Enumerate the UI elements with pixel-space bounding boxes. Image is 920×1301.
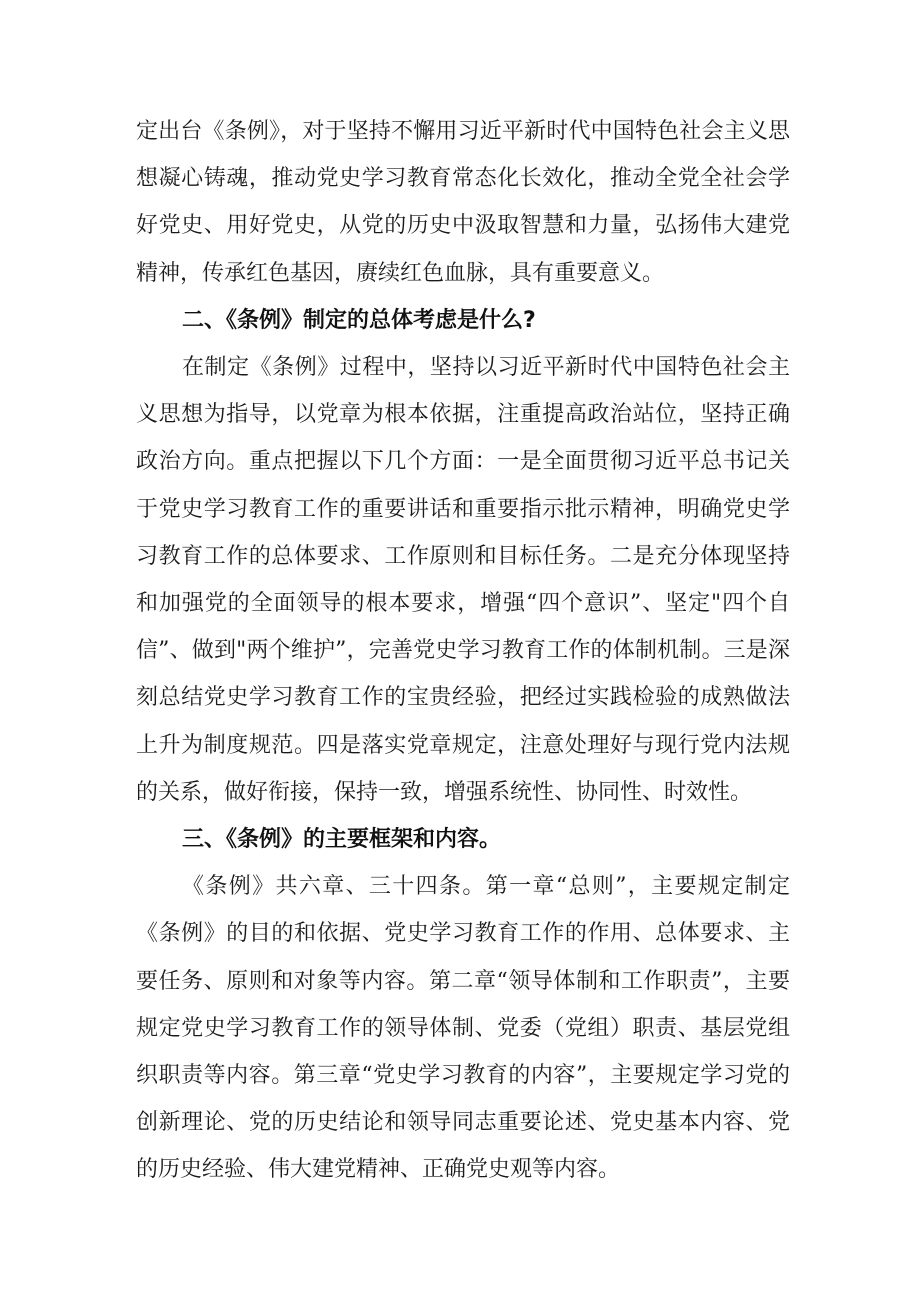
document-page [136,108,790,1194]
section-heading-2: 二、《条例》制定的总体考虑是什么? [182,307,536,333]
section-heading-3: 三、《条例》的主要框架和内容。 [182,827,502,853]
paragraph-section-2: 在制定《条例》过程中，坚持以习近平新时代中国特色社会主义思想为指导，以党章为根本依据，注重提高政治站位，坚持正确政治方向。重点把握以下几个方面：一是全面贯彻习近平总书记关于党史学习教育工作的重要讲话和重要指示批示精神，明确党史学习教育工作的总体要求、工作原则和目标任务。二是充分体现坚持和加强党的全面领导的根本要求，增强“四个意识”、坚定"四个自信”、做到"两个维护”，完善党史学习教育工作的体制机制。三是深刻总结党史学习教育工作的宝贵经验，把经过实践检验的成熟做法上升为制度规范。四是落实党章规定，注意处理好与现行党内法规的关系，做好衔接，保持一致，增强系统性、协同性、时效性。 [136,355,790,805]
paragraph-section-3: 《条例》共六章、三十四条。第一章“总则”，主要规定制定《条例》的目的和依据、党史学习教育工作的作用、总体要求、主要任务、原则和对象等内容。第二章“领导体制和工作职责”，主要规定党史学习教育工作的领导体制、党委（党组）职责、基层党组织职责等内容。第三章“党史学习教育的内容”，主要规定学习党的创新理论、党的历史结论和领导同志重要论述、党史基本内容、党的历史经验、伟大建党精神、正确党史观等内容。 [136,874,790,1183]
paragraph-intro-continuation: 定出台《条例》，对于坚持不懈用习近平新时代中国特色社会主义思想凝心铸魂，推动党史学习教育常态化长效化，推动全党全社会学好党史、用好党史，从党的历史中汲取智慧和力量，弘扬伟大建党精神，传承红色基因，赓续红色血脉，具有重要意义。 [136,119,790,286]
